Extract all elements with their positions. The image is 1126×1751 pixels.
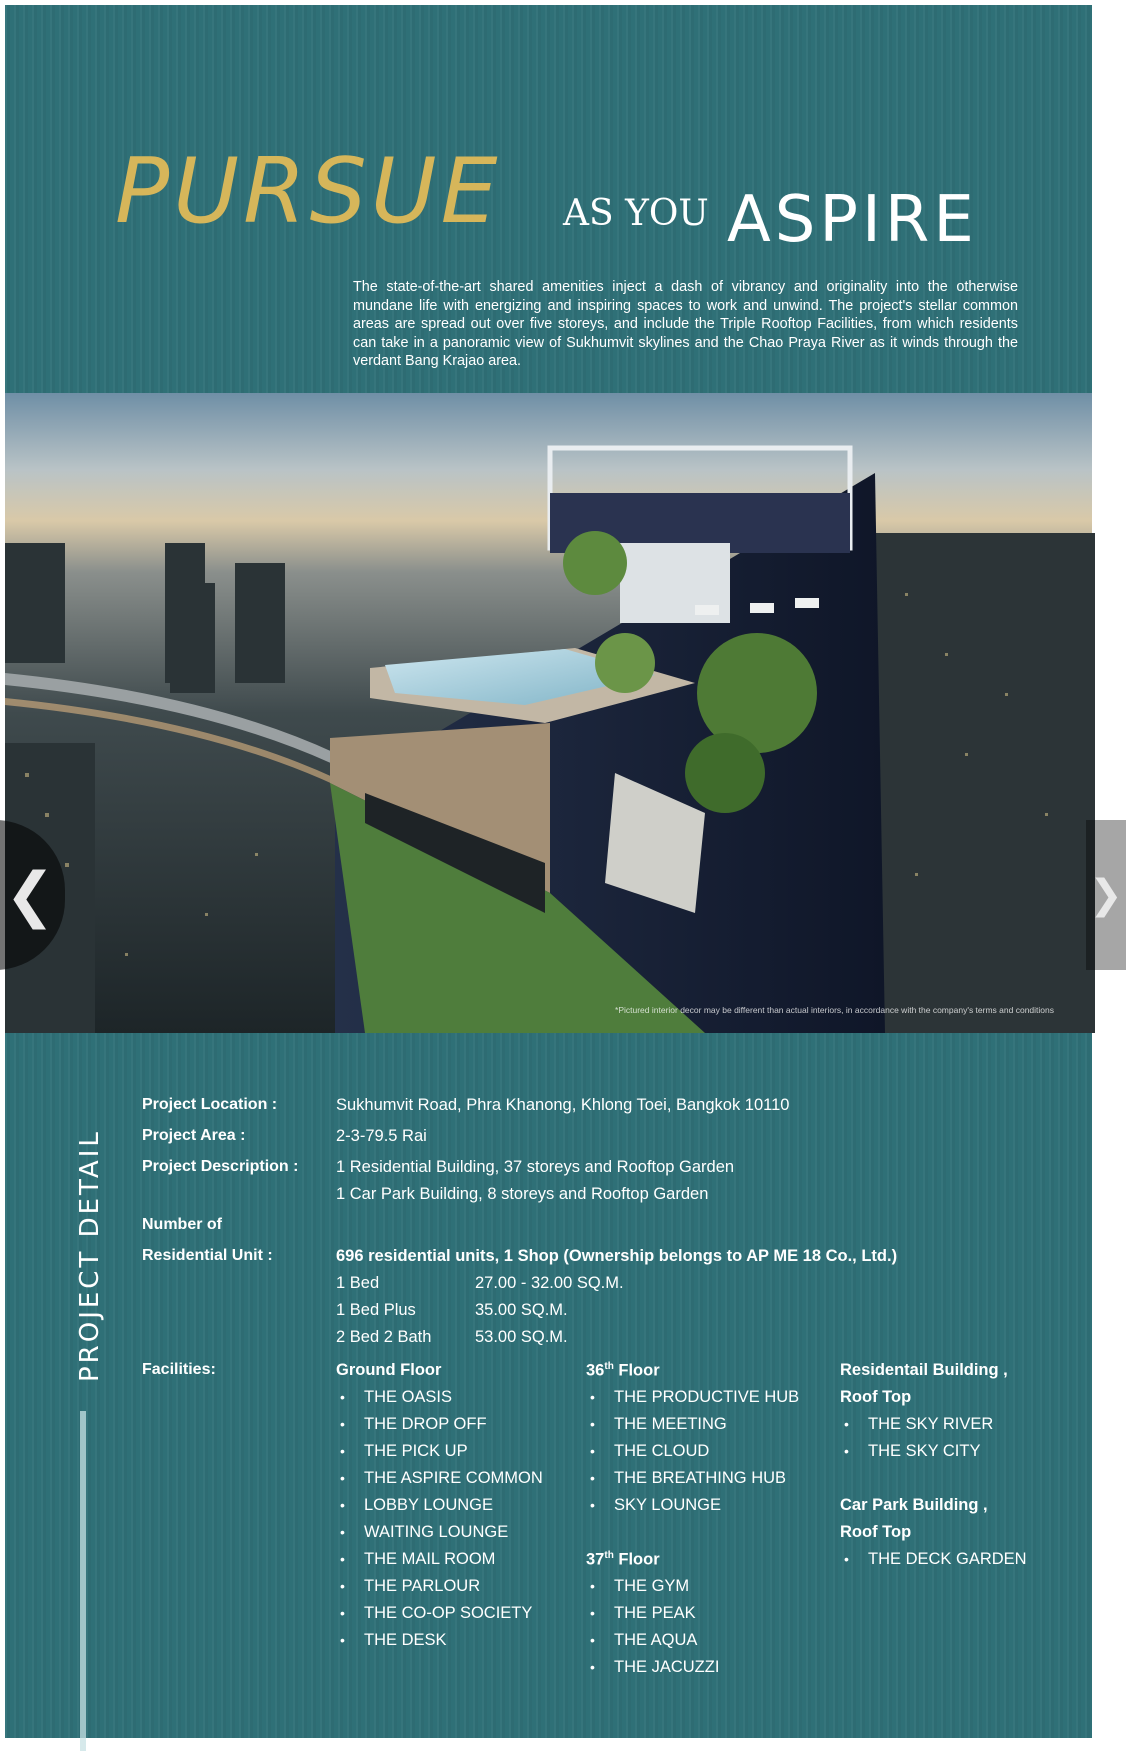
- list-item: • THE OASIS: [336, 1384, 543, 1411]
- carpark-roof-list: [840, 1546, 1027, 1573]
- floor-37-heading: [586, 1550, 660, 1570]
- unit-type-size: 35.00 SQ.M.: [475, 1301, 568, 1319]
- project-detail-heading: [69, 1102, 109, 1382]
- list-item: • THE DROP OFF: [336, 1411, 543, 1438]
- residential-roof-list: [840, 1411, 993, 1465]
- floor-word: Floor: [613, 1361, 660, 1380]
- floor-36-list: [586, 1384, 799, 1519]
- list-item: • THE PRODUCTIVE HUB: [586, 1384, 799, 1411]
- list-item: • THE MAIL ROOM: [336, 1546, 543, 1573]
- intro-paragraph: The state-of-the-art shared amenities inject a dash of vibrancy and originality into the otherwise mundane life with energizing and inspiring spaces to work and unwind. The project's stellar common areas are spread out over five storeys, and include the Triple Rooftop Facilities, from which residents can take in a panoramic view of Sukhumvit skylines and the Chao Praya River as it winds through the verdant Bang Krajao area.: [353, 279, 1018, 369]
- chevron-right-icon: ❯: [1089, 873, 1123, 917]
- description-line-1: 1 Residential Building, 37 storeys and Rooftop Garden: [336, 1158, 735, 1176]
- list-item: • THE SKY CITY: [840, 1438, 993, 1465]
- headline-pursue: PURSUE: [115, 139, 502, 244]
- unit-type-name: 1 Bed: [336, 1274, 380, 1292]
- list-item: • THE DECK GARDEN: [840, 1546, 1027, 1573]
- list-item: • LOBBY LOUNGE: [336, 1492, 543, 1519]
- headline: [5, 135, 1092, 275]
- ordinal-suffix: th: [604, 1550, 614, 1561]
- units-label-line-2: Residential Unit :: [142, 1247, 273, 1264]
- unit-type-name: 2 Bed 2 Bath: [336, 1328, 432, 1346]
- unit-type-name: 1 Bed Plus: [336, 1301, 416, 1319]
- description-line-2: 1 Car Park Building, 8 storeys and Rooftop Garden: [336, 1185, 709, 1203]
- list-item: • THE BREATHING HUB: [586, 1465, 799, 1492]
- list-item: • THE JACUZZI: [586, 1654, 719, 1681]
- rooftop-illustration: [5, 393, 1092, 1033]
- image-disclaimer: *Pictured interior decor may be different than actual interiors, in accordance with the company's terms and conditions: [615, 1005, 1054, 1015]
- headline-as-you: AS YOU: [563, 193, 709, 234]
- list-item: • THE PICK UP: [336, 1438, 543, 1465]
- location-label: Project Location :: [142, 1096, 278, 1113]
- list-item: • WAITING LOUNGE: [336, 1519, 543, 1546]
- list-item: • THE AQUA: [586, 1627, 719, 1654]
- description-label: Project Description :: [142, 1158, 299, 1175]
- ordinal-suffix: th: [604, 1361, 614, 1372]
- location-value: Sukhumvit Road, Phra Khanong, Khlong Toei, Bangkok 10110: [336, 1096, 790, 1114]
- project-detail-title: PROJECT DETAIL: [75, 1129, 105, 1382]
- ground-floor-list: [336, 1384, 543, 1654]
- section-divider: [80, 1411, 86, 1751]
- floor-number: 36: [586, 1361, 605, 1380]
- rooftop-render-image: [5, 393, 1092, 1033]
- carpark-roof-heading-2: Roof Top: [840, 1523, 912, 1541]
- floor-number: 37: [586, 1550, 605, 1569]
- residential-roof-heading-1: Residentail Building ,: [840, 1361, 1008, 1379]
- list-item: • THE PEAK: [586, 1600, 719, 1627]
- facilities-label: Facilities:: [142, 1361, 216, 1378]
- unit-type-size: 53.00 SQ.M.: [475, 1328, 568, 1346]
- floor-36-heading: [586, 1361, 660, 1381]
- floor-word: Floor: [613, 1550, 660, 1569]
- area-label: Project Area :: [142, 1127, 246, 1144]
- units-value: 696 residential units, 1 Shop (Ownership belongs to AP ME 18 Co., Ltd.): [336, 1247, 898, 1265]
- ground-floor-heading: Ground Floor: [336, 1361, 442, 1379]
- list-item: • THE DESK: [336, 1627, 543, 1654]
- units-label-line-1: Number of: [142, 1216, 222, 1233]
- list-item: • THE CO-OP SOCIETY: [336, 1600, 543, 1627]
- unit-type-size: 27.00 - 32.00 SQ.M.: [475, 1274, 624, 1292]
- next-slide-button[interactable]: [1086, 820, 1126, 970]
- chevron-left-icon: ❮: [4, 861, 56, 928]
- area-value: 2-3-79.5 Rai: [336, 1127, 427, 1145]
- residential-roof-heading-2: Roof Top: [840, 1388, 912, 1406]
- list-item: • THE ASPIRE COMMON: [336, 1465, 543, 1492]
- brochure-page: [5, 5, 1092, 1738]
- floor-37-list: [586, 1573, 719, 1681]
- list-item: • THE PARLOUR: [336, 1573, 543, 1600]
- list-item: • THE MEETING: [586, 1411, 799, 1438]
- list-item: • SKY LOUNGE: [586, 1492, 799, 1519]
- headline-aspire: ASPIRE: [727, 183, 978, 257]
- carpark-roof-heading-1: Car Park Building ,: [840, 1496, 988, 1514]
- list-item: • THE SKY RIVER: [840, 1411, 993, 1438]
- list-item: • THE CLOUD: [586, 1438, 799, 1465]
- list-item: • THE GYM: [586, 1573, 719, 1600]
